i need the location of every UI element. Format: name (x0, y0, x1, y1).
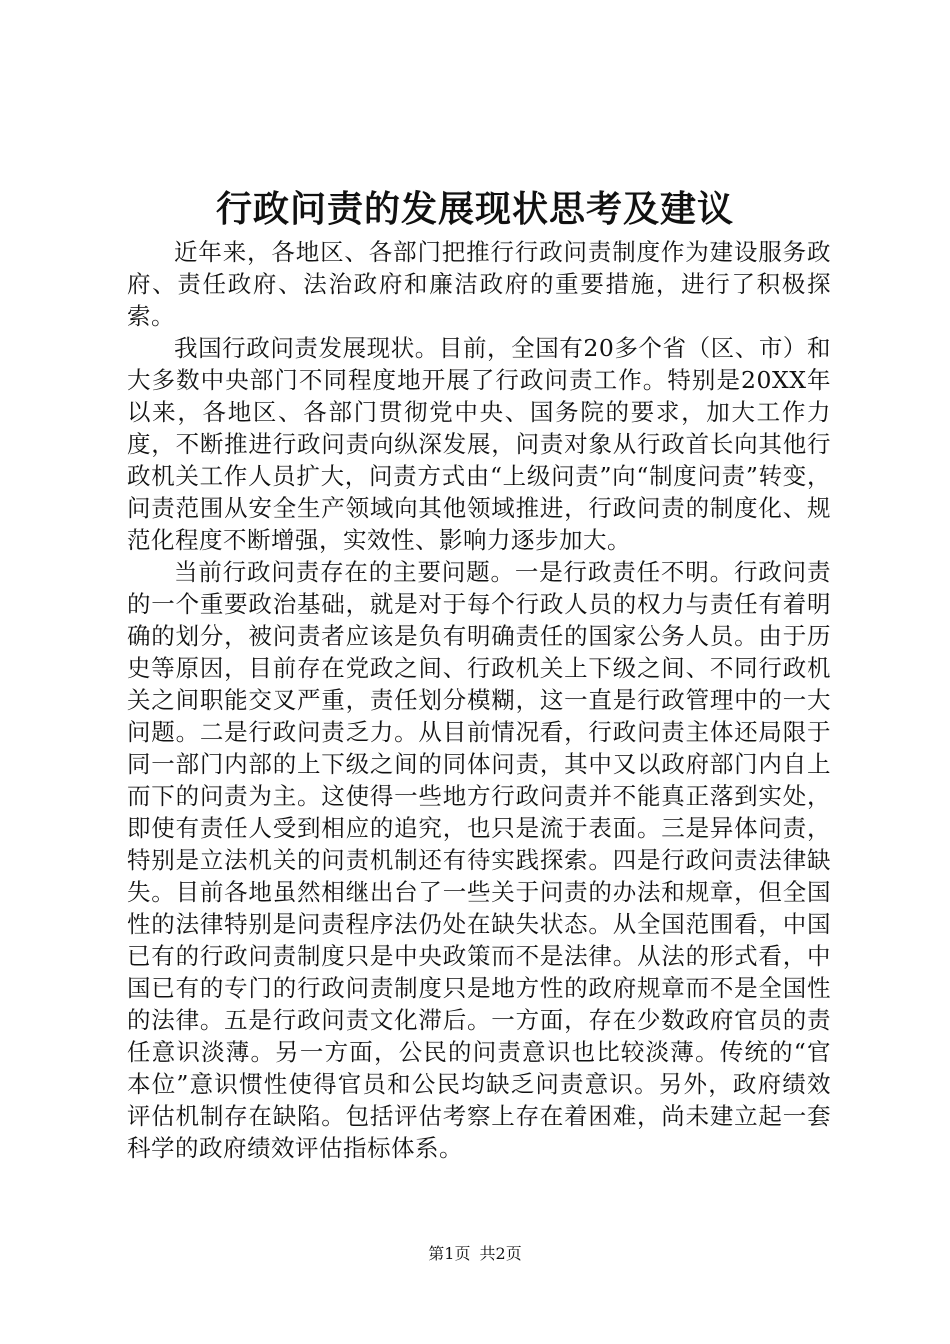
paragraph-status: 我国行政问责发展现状。目前，全国有20多个省（区、市）和大多数中央部门不同程度地开展了行政问责工作。特别是20XX年以来，各地区、各部门贯彻党中央、国务院的要求，加大工作力度，不断推进行政问责向纵深发展，问责对象从行政首长向其他行政机关工作人员扩大，问责方式由“上级问责”向“制度问责”转变，问责范围从安全生产领域向其他领域推进，行政问责的制度化、规范化程度不断增强，实效性、影响力逐步加大。 (127, 334, 831, 554)
paragraph-intro: 近年来，各地区、各部门把推行行政问责制度作为建设服务政府、责任政府、法治政府和廉洁政府的重要措施，进行了积极探索。 (127, 238, 831, 330)
document-title: 行政问责的发展现状思考及建议 (215, 188, 734, 230)
page-footer (0, 1242, 950, 1266)
document-body (127, 236, 831, 1164)
page-number-current: 第1页 (428, 1244, 471, 1263)
paragraph-problems: 当前行政问责存在的主要问题。一是行政责任不明。行政问责的一个重要政治基础，就是对于每个行政人员的权力与责任有着明确的划分，被问责者应该是负有明确责任的国家公务人员。由于历史等原因，目前存在党政之间、行政机关上下级之间、不同行政机关之间职能交叉严重，责任划分模糊，这一直是行政管理中的一大问题。二是行政问责乏力。从目前情况看，行政问责主体还局限于同一部门内部的上下级之间的同体问责，其中又以政府部门内自上而下的问责为主。这使得一些地方行政问责并不能真正落到实处，即使有责任人受到相应的追究，也只是流于表面。三是异体问责，特别是立法机关的问责机制还有待实践探索。四是行政问责法律缺失。目前各地虽然相继出台了一些关于问责的办法和规章，但全国性的法律特别是问责程序法仍处在缺失状态。从全国范围看，中国已有的行政问责制度只是中央政策而不是法律。从法的形式看，中国已有的专门的行政问责制度只是地方性的政府规章而不是全国性的法律。五是行政问责文化滞后。一方面，存在少数政府官员的责任意识淡薄。另一方面，公民的问责意识也比较淡薄。传统的“官本位”意识惯性使得官员和公民均缺乏问责意识。另外，政府绩效评估机制存在缺陷。包括评估考察上存在着困难，尚未建立起一套科学的政府绩效评估指标体系。 (127, 558, 831, 1162)
page-number-total: 共2页 (479, 1244, 522, 1263)
